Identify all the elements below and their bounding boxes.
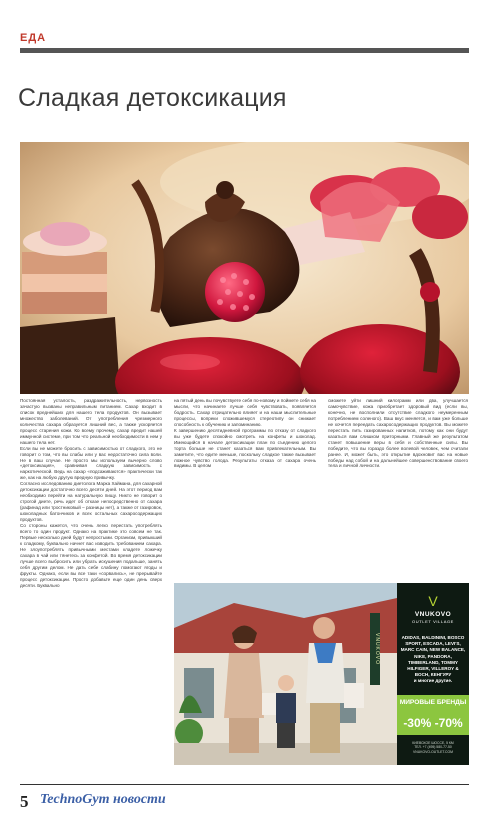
section-label: ЕДА <box>20 32 47 44</box>
top-divider <box>20 48 469 53</box>
ad-brand-name: VNUKOVO <box>414 611 452 618</box>
page-number: 5 <box>20 792 29 811</box>
ad-info-panel <box>397 583 469 765</box>
article-column-3: сможете уйти лишний килограмм или два, улучшается самочувствие, кожа приобретает здоровый вид (если вы, конечно, не восполнили отсутствие сладкого неумеренным потреблением соленого). Ваш вкус меняется, и вам уже больше не хочется переедать сахаросодержащих продуктов. Вы можете перестать пить газированных напитков, потому как они будут казаться вам слишком приторными. Главный же результатом станет повышение веры в себя и собственные силы. Вы победите, что вы гораздо более волевой человек, чем считали ранее. И, может быть, это открытие вдохновит вас на новые победы над собой и на дальнейшее совершенствование своего тела и личной личности. <box>328 398 470 469</box>
outlet-advertisement[interactable] <box>174 583 469 765</box>
article-column-2: на пятый день вы почувствуете себя по-новому и поймете себя на мысли, что начинаете лучше себя чувствовать, появляется бодрость. Сахар отрицательно влияет и на наши мыслительные процессы, вопреки сложившемуся стереотипу он снижает способность к обучению и запоминанию. К завершению десятидневной программы по отказу от сладкого вы уже будете спокойно смотреть на конфеты и шоколад. Имеющийся в начале детоксикации план по съедению целого торта больше не станет казаться вам привлекательным. Вы заметите, что едите меньше, поскольку сладкое также вызывает ложное чувство голода. Результаты отказа от сахара очень видимы. В целом <box>174 398 316 469</box>
outlet-logo-icon: V <box>428 593 438 609</box>
article-title: Сладкая детоксикация <box>18 84 287 112</box>
ad-promo-box <box>397 695 469 735</box>
dessert-photo <box>20 142 469 394</box>
article-column-1: Постоянная усталость, раздражительность, нервозность зачастую вызваны неправильным питанием. Сахар входит в список вреднейших для нашего тела продуктов. Он вызывает множество заболеваний. От употребления чрезмерного количества сахара образуется лишний вес, а также ускоряется процесс старения кожи. Ко всему прочему, сахар вредит нашей иммунной системе, при том что реальной необходимости в нем у нашего тела нет. Если вы не можете бросить с зависимостью от сладкого, это не говорит о том, что вы слабы или у вас недостаточно сила воли. Не в ваш случае. Не просто мы используем вычерно слово «детоксикация», сравнивая сладкую зависимость с наркотической. Ведь на сахар «подсаживаются» практически так же, как на любую другую вредную привычку. Согласно исследованию диетолога Марка Хаймана, для сахарной детоксикации достаточно всего десяти дней. На этот период вам необходимо перейти на натуральную пищу. Никто не говорит о строгой диете, речь идет об отказе непосредственно от сахара (рафинад или тростниковый – разницы нет), а также от газировок, шоколадных батончиков и всех остальных сахаросодержащих продуктов. Со стороны кажется, что очень легко перестать употреблять всего то один продукт. Однако на практике это совсем не так. Первые несколько дней будут непростыми. Организм, привыкший к сладкому, буквально начнет вас изводить требованием сахара. Не злоупотреблять привычными местами кладете ложечку сахара в чай или тянетесь за конфетой. Во время детоксикации лучше всего выбросить или убрать искушения подальше, занять себя другим делом. Не дать себе слабину помогают ягоды и фрукты. Однако, если вы все таки «сорвались», не прерывайте процесс детоксикации. Просто добавьте еще один день сверх десяти. Буквально <box>20 398 162 588</box>
ad-contact-info: КИЕВСКОЕ ШОССЕ, 5 КМ ТЕЛ. +7 (495) 580-77-50 VNUKOVO-OUTLET.COM <box>412 741 454 754</box>
bottom-divider <box>20 784 469 785</box>
ad-storefront-sign: VNUKOVO <box>370 613 380 685</box>
ad-subtitle: OUTLET VILLAGE <box>412 619 454 624</box>
ad-promo-line: МИРОВЫЕ БРЕНДЫ <box>399 699 467 706</box>
publication-name: TechnoGym новости <box>40 792 166 807</box>
ad-brand-list: ADIDAS, BALDININI, BOSCO SPORT, ESCADA, LEVI'S, MARC CAIN, NEW BALANCE, NIKE, PANDORA, TIMBERLAND, TOMMY HILFIGER, VILLEROY & BOCH, КЕНГУРУ и многие другие. <box>400 635 466 684</box>
dessert-illustration <box>20 142 469 394</box>
ad-discount: -30% -70% <box>403 716 463 730</box>
